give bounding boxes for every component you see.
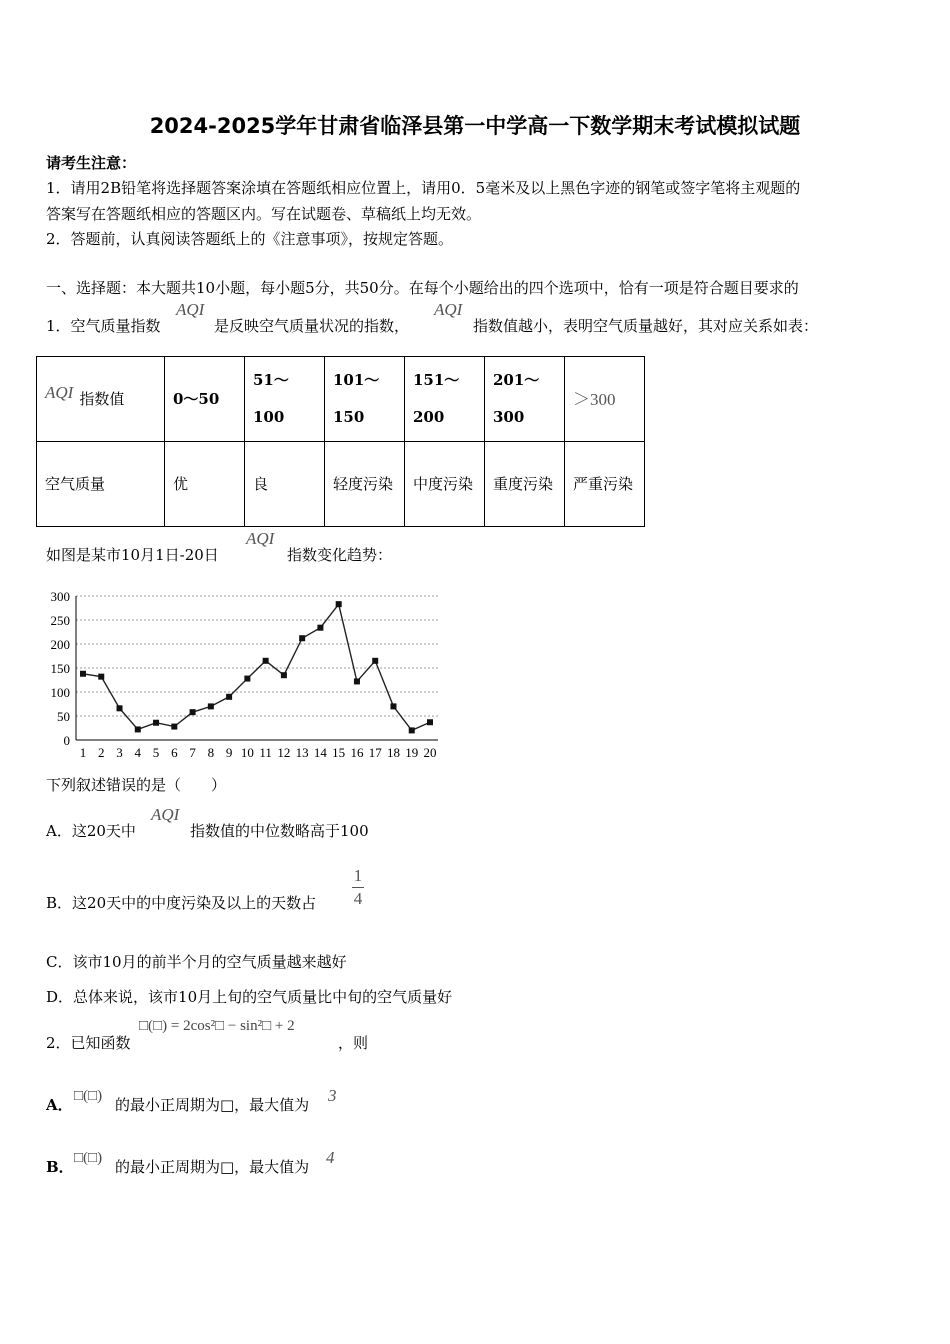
q1-option-d: D．总体来说，该市10月上旬的空气质量比中旬的空气质量好	[46, 988, 453, 1006]
q1-option-a-aqi: AQI	[151, 805, 180, 824]
x-tick-label: 16	[350, 745, 364, 760]
fraction-numerator: 1	[353, 866, 363, 885]
data-point	[427, 719, 433, 725]
q2-suffix: ，则	[338, 1034, 369, 1052]
q2-formula: □(□) = 2cos²□ − sin²□ + 2	[139, 1018, 295, 1034]
data-point	[263, 658, 269, 664]
data-point	[117, 705, 123, 711]
q1-aqi-2: AQI	[434, 300, 463, 319]
aqi-range-cell: 0～50	[165, 357, 245, 442]
aqi-table-row-quality	[37, 442, 645, 527]
quality-cell: 轻度污染	[325, 442, 405, 527]
data-point	[190, 709, 196, 715]
y-tick-label: 250	[50, 613, 70, 628]
aqi-range-cell: 151～200	[405, 357, 485, 442]
q1-suffix: 指数值越小，表明空气质量越好，其对应关系如表：	[473, 317, 819, 335]
x-tick-label: 18	[386, 745, 400, 760]
data-point	[226, 694, 232, 700]
data-point	[317, 625, 323, 631]
x-tick-label: 19	[405, 745, 419, 760]
data-point	[244, 676, 250, 682]
y-tick-label: 300	[50, 589, 70, 604]
data-point	[299, 635, 305, 641]
q1-aqi-1: AQI	[176, 300, 205, 319]
section-heading: 一、选择题：本大题共10小题，每小题5分，共50分。在每个小题给出的四个选项中，恰有一项是符合题目要求的	[46, 279, 799, 297]
data-point	[135, 726, 141, 732]
data-point	[208, 703, 214, 709]
aqi-series-line	[83, 604, 430, 730]
quality-cell: 良	[245, 442, 325, 527]
fraction-denominator: 4	[353, 889, 363, 908]
q1-option-a-text: 指数值的中位数略高于100	[190, 822, 369, 840]
q1-prefix: 1．空气质量指数	[46, 317, 161, 335]
x-tick-label: 6	[171, 745, 178, 760]
fraction-bar	[352, 887, 364, 888]
x-tick-label: 17	[368, 745, 382, 760]
q1-option-c: C．该市10月的前半个月的空气质量越来越好	[46, 953, 347, 971]
q2-option-b-text: 的最小正周期为□，最大值为	[115, 1158, 310, 1176]
q2-option-a-fx: □(□)	[74, 1088, 103, 1104]
aqi-label: AQI	[45, 383, 74, 402]
q1-option-a: A．这20天中	[46, 822, 136, 840]
x-tick-label: 1	[79, 745, 87, 760]
data-point	[80, 671, 86, 677]
aqi-range-cell: ＞300	[565, 357, 645, 442]
x-tick-label: 3	[116, 745, 123, 760]
x-tick-label: 12	[277, 745, 291, 760]
aqi-table-header-index	[37, 357, 165, 442]
x-tick-label: 7	[189, 745, 196, 760]
data-point	[390, 703, 396, 709]
page-title: 2024-2025学年甘肃省临泽县第一中学高一下数学期末考试模拟试题	[149, 114, 801, 138]
data-point	[336, 601, 342, 607]
aqi-table-header-quality: 空气质量	[37, 442, 165, 527]
y-tick-label: 50	[57, 709, 70, 724]
x-tick-label: 10	[240, 745, 254, 760]
chart-intro-a: 如图是某市10月1日-20日	[46, 546, 219, 564]
y-tick-label: 150	[50, 661, 70, 676]
notice-line-2: 2．答题前，认真阅读答题纸上的《注意事项》，按规定答题。	[46, 230, 454, 248]
q2-option-b-label: B．	[46, 1158, 74, 1176]
aqi-table	[36, 356, 645, 527]
data-point	[372, 658, 378, 664]
y-tick-label: 100	[50, 685, 70, 700]
x-tick-label: 9	[225, 745, 233, 760]
aqi-table-row-index	[37, 357, 645, 442]
notice-line-1b: 答案写在答题纸相应的答题区内。写在试题卷、草稿纸上均无效。	[46, 205, 482, 223]
quality-cell: 重度污染	[485, 442, 565, 527]
x-tick-label: 20	[423, 745, 437, 760]
chart-intro-aqi: AQI	[246, 529, 275, 548]
x-tick-label: 4	[134, 745, 142, 760]
chart-intro-b: 指数变化趋势：	[287, 546, 393, 564]
q2-prefix: 2．已知函数	[46, 1034, 131, 1052]
q2-option-b-fx: □(□)	[74, 1150, 103, 1166]
data-point	[354, 678, 360, 684]
x-tick-label: 13	[295, 745, 309, 760]
data-point	[153, 720, 159, 726]
q2-option-a-label: A．	[46, 1096, 73, 1114]
x-tick-label: 8	[207, 745, 215, 760]
data-point	[409, 727, 415, 733]
aqi-line-chart	[28, 582, 448, 767]
x-tick-label: 14	[313, 745, 327, 760]
q2-option-b-value: 4	[326, 1148, 335, 1167]
quality-cell: 严重污染	[565, 442, 645, 527]
data-point	[281, 672, 287, 678]
aqi-range-cell: 201～300	[485, 357, 565, 442]
y-tick-label: 0	[63, 733, 70, 748]
quality-cell: 优	[165, 442, 245, 527]
q1-mid: 是反映空气质量状况的指数，	[214, 317, 410, 335]
notice-heading: 请考生注意：	[46, 154, 137, 172]
q1-option-b: B．这20天中的中度污染及以上的天数占	[46, 894, 317, 912]
aqi-range-cell: 51～100	[245, 357, 325, 442]
q2-option-a-value: 3	[328, 1086, 337, 1105]
fraction-one-quarter	[350, 866, 366, 909]
notice-line-1: 1．请用2B铅笔将选择题答案涂填在答题纸相应位置上，请用0．5毫米及以上黑色字迹的钢笔或签字笔将主观题的	[46, 179, 801, 197]
x-tick-label: 5	[152, 745, 160, 760]
x-tick-label: 15	[332, 745, 346, 760]
aqi-range-cell: 101～150	[325, 357, 405, 442]
x-tick-label: 11	[259, 745, 272, 760]
index-label: 指数值	[79, 390, 125, 408]
q1-stem: 下列叙述错误的是（ ）	[46, 776, 227, 794]
y-tick-label: 200	[50, 637, 70, 652]
x-tick-label: 2	[98, 745, 105, 760]
data-point	[98, 674, 104, 680]
quality-cell: 中度污染	[405, 442, 485, 527]
data-point	[171, 724, 177, 730]
q2-option-a-text: 的最小正周期为□，最大值为	[115, 1096, 310, 1114]
